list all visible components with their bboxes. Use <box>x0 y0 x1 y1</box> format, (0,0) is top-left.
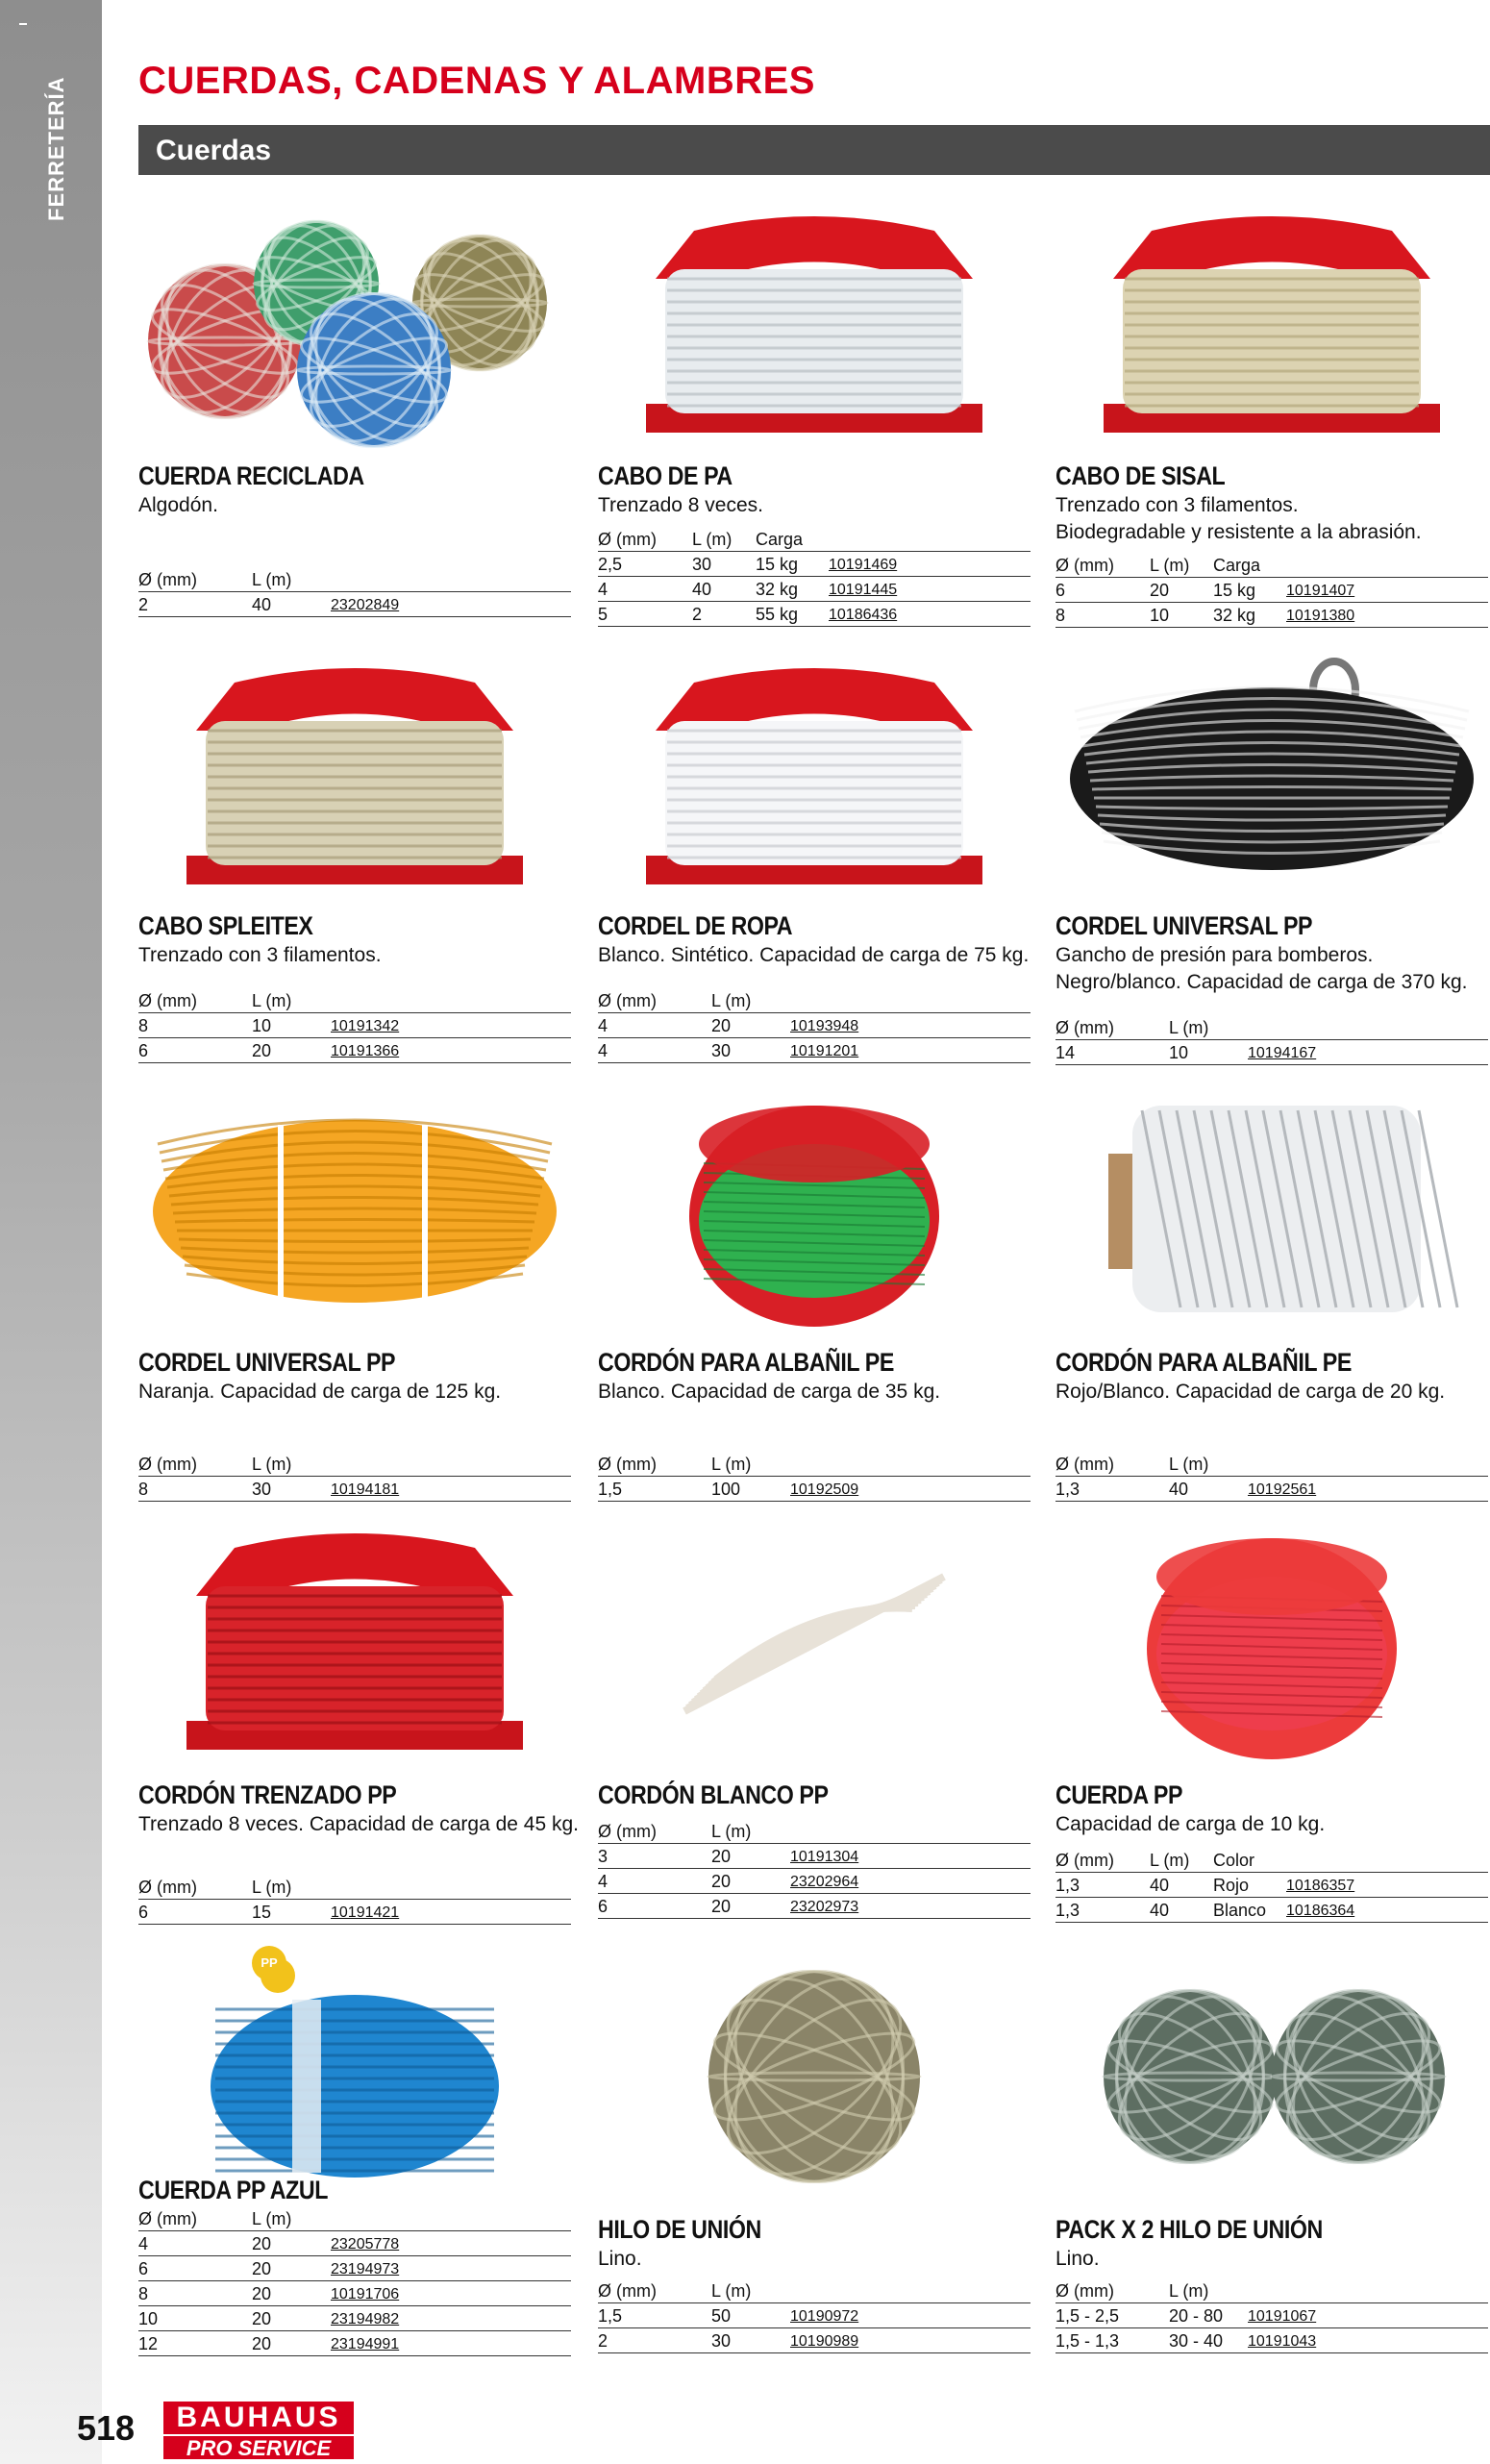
product-name: CABO DE SISAL <box>1055 461 1226 490</box>
table-row <box>138 1900 571 1925</box>
spec-table <box>138 1875 571 1925</box>
product-description: Naranja. Capacidad de carga de 125 kg. <box>138 1381 502 1403</box>
bauhaus-logo <box>163 2402 354 2461</box>
table-cell: 30 <box>711 1041 732 1060</box>
table-cell: 20 <box>711 1016 732 1035</box>
header-cell: L (m) <box>1150 556 1190 575</box>
table-row <box>138 2281 571 2306</box>
article-code: 10191067 <box>1248 2308 1317 2325</box>
table-cell: 10 <box>1150 606 1170 625</box>
table-row <box>138 592 571 617</box>
header-cell: Ø (mm) <box>138 991 197 1010</box>
product-name: CORDÓN BLANCO PP <box>598 1780 829 1809</box>
product-description: Blanco. Capacidad de carga de 35 kg. <box>598 1381 941 1403</box>
table-cell: 20 <box>252 2284 272 2303</box>
table-cell: 20 <box>711 1897 732 1916</box>
table-cell: 20 <box>711 1847 732 1866</box>
article-code: 10191304 <box>790 1849 859 1865</box>
product-description: Trenzado con 3 filamentos. <box>138 944 382 966</box>
table-cell: 10 <box>252 1016 272 1035</box>
table-cell: 15 kg <box>1213 581 1256 600</box>
section-title: Cuerdas <box>156 135 272 166</box>
product-name: CORDÓN TRENZADO PP <box>138 1780 397 1809</box>
article-code: 23194973 <box>331 2261 400 2277</box>
product-description: Capacidad de carga de 10 kg. <box>1055 1813 1326 1835</box>
spec-table <box>138 567 571 617</box>
spec-table-header <box>138 1452 571 1477</box>
table-cell: 30 <box>711 2331 732 2351</box>
table-row <box>138 1038 571 1063</box>
table-cell: 4 <box>598 1016 608 1035</box>
table-cell: 2 <box>692 605 703 624</box>
table-row <box>1055 2328 1488 2353</box>
article-code: 23194982 <box>331 2311 400 2327</box>
header-cell: Ø (mm) <box>1055 1455 1114 1474</box>
product-description: Trenzado con 3 filamentos. <box>1055 494 1299 516</box>
article-code: 10190989 <box>790 2333 859 2350</box>
product-name: PACK X 2 HILO DE UNIÓN <box>1055 2215 1323 2244</box>
table-cell: 20 <box>252 2309 272 2328</box>
product-image <box>138 1952 571 2182</box>
product-image <box>1055 1952 1488 2202</box>
article-code: 10191421 <box>331 1904 400 1921</box>
product-description: Trenzado 8 veces. Capacidad de carga de 45 kg. <box>138 1813 580 1835</box>
table-cell: 20 <box>252 2259 272 2278</box>
table-row <box>598 1013 1031 1038</box>
header-cell: L (m) <box>1169 1455 1209 1474</box>
table-cell: Rojo <box>1213 1876 1250 1895</box>
table-cell: 55 kg <box>756 605 799 624</box>
header-cell: Carga <box>1213 556 1261 575</box>
table-cell: 8 <box>138 2284 149 2303</box>
table-row <box>598 1894 1031 1919</box>
table-row <box>598 1477 1031 1502</box>
header-cell: Ø (mm) <box>1055 556 1114 575</box>
table-cell: 40 <box>1150 1876 1170 1895</box>
header-cell: L (m) <box>252 991 292 1010</box>
header-cell: L (m) <box>711 1455 752 1474</box>
header-cell: L (m) <box>252 1455 292 1474</box>
table-cell: 100 <box>711 1480 741 1499</box>
table-cell: 20 <box>1150 581 1170 600</box>
table-cell: 6 <box>138 1903 149 1922</box>
header-cell: L (m) <box>711 1822 752 1841</box>
spec-table-header <box>138 567 571 592</box>
header-cell: Ø (mm) <box>138 2209 197 2228</box>
spec-table <box>1055 1452 1488 1502</box>
table-cell: 6 <box>1055 581 1066 600</box>
table-cell: 1,3 <box>1055 1480 1080 1499</box>
spec-table-header <box>1055 1848 1488 1873</box>
spec-table-header <box>598 1819 1031 1844</box>
spec-table <box>1055 1848 1488 1923</box>
article-code: 10186436 <box>829 607 898 623</box>
table-cell: 40 <box>1169 1480 1189 1499</box>
article-code: 23202964 <box>790 1874 859 1890</box>
side-band <box>0 0 102 2464</box>
article-code: 10190972 <box>790 2308 859 2325</box>
product-image <box>138 654 571 904</box>
table-cell: 1,5 <box>598 2306 623 2326</box>
spec-table <box>1055 553 1488 628</box>
table-row <box>1055 1040 1488 1065</box>
product-name: CORDEL UNIVERSAL PP <box>138 1348 396 1377</box>
table-cell: 4 <box>598 1872 608 1891</box>
article-code: 10194167 <box>1248 1045 1317 1061</box>
article-code: 10191201 <box>790 1043 859 1059</box>
table-cell: 30 - 40 <box>1169 2331 1224 2351</box>
article-code: 23205778 <box>331 2236 400 2252</box>
header-cell: L (m) <box>692 530 733 549</box>
table-cell: 20 - 80 <box>1169 2306 1224 2326</box>
spec-table <box>598 527 1031 627</box>
table-cell: 20 <box>252 2234 272 2253</box>
spec-table-header <box>1055 1452 1488 1477</box>
product-description: Biodegradable y resistente a la abrasión. <box>1055 521 1422 543</box>
product-name: CUERDA RECICLADA <box>138 461 364 490</box>
table-cell: 10 <box>1169 1043 1189 1062</box>
pp-badge: PP <box>252 1946 286 1980</box>
table-cell: 1,5 - 1,3 <box>1055 2331 1120 2351</box>
table-cell: 4 <box>138 2234 149 2253</box>
table-cell: 2 <box>138 595 149 614</box>
header-cell: L (m) <box>1150 1851 1190 1870</box>
article-code: 10192561 <box>1248 1481 1317 1498</box>
product-description: Negro/blanco. Capacidad de carga de 370 kg. <box>1055 971 1468 993</box>
table-row <box>598 1038 1031 1063</box>
spec-table-header <box>598 2278 1031 2303</box>
table-cell: 40 <box>692 580 712 599</box>
article-code: 10191380 <box>1286 608 1355 624</box>
spec-table-header <box>138 2206 571 2231</box>
article-code: 10191342 <box>331 1018 400 1034</box>
spec-table <box>138 2206 571 2356</box>
article-code: 23202849 <box>331 597 400 613</box>
table-cell: 15 kg <box>756 555 799 574</box>
header-cell: Ø (mm) <box>598 530 657 549</box>
product-name: CUERDA PP AZUL <box>138 2176 328 2204</box>
article-code: 10191043 <box>1248 2333 1317 2350</box>
product-name: CORDEL UNIVERSAL PP <box>1055 911 1313 940</box>
table-cell: 30 <box>252 1480 272 1499</box>
header-cell: L (m) <box>1169 2281 1209 2301</box>
table-row <box>138 2306 571 2331</box>
product-description: Algodón. <box>138 494 218 516</box>
product-image <box>138 202 571 452</box>
header-cell: L (m) <box>711 991 752 1010</box>
section-label: FERRETERÍA <box>44 76 68 221</box>
product-image <box>598 1519 1031 1769</box>
table-cell: 8 <box>138 1016 149 1035</box>
table-cell: 2,5 <box>598 555 623 574</box>
article-code: 10193948 <box>790 1018 859 1034</box>
header-cell: Ø (mm) <box>1055 2281 1114 2301</box>
table-cell: 40 <box>252 595 272 614</box>
logo-top: BAUHAUS <box>163 2402 354 2434</box>
article-code: 10192509 <box>790 1481 859 1498</box>
product-description: Gancho de presión para bomberos. <box>1055 944 1374 966</box>
header-cell: Ø (mm) <box>138 570 197 589</box>
product-image <box>598 202 1031 452</box>
table-row <box>1055 1873 1488 1898</box>
header-cell: Ø (mm) <box>138 1878 197 1897</box>
table-cell: 5 <box>598 605 608 624</box>
table-row <box>598 2328 1031 2353</box>
product-description: Blanco. Sintético. Capacidad de carga de 75 kg. <box>598 944 1030 966</box>
product-name: CUERDA PP <box>1055 1780 1183 1809</box>
table-cell: 4 <box>598 580 608 599</box>
header-cell: Color <box>1213 1851 1255 1870</box>
header-cell: Ø (mm) <box>138 1455 197 1474</box>
table-cell: 3 <box>598 1847 608 1866</box>
product-name: CORDÓN PARA ALBAÑIL PE <box>598 1348 894 1377</box>
table-row <box>598 1869 1031 1894</box>
table-row <box>598 602 1031 627</box>
product-image <box>1055 202 1488 452</box>
table-cell: 20 <box>252 1041 272 1060</box>
table-cell: 50 <box>711 2306 732 2326</box>
header-cell: Ø (mm) <box>598 1822 657 1841</box>
table-row <box>598 552 1031 577</box>
product-description: Trenzado 8 veces. <box>598 494 763 516</box>
table-cell: 6 <box>138 2259 149 2278</box>
table-cell: 14 <box>1055 1043 1076 1062</box>
product-description: Rojo/Blanco. Capacidad de carga de 20 kg. <box>1055 1381 1446 1403</box>
product-image <box>598 654 1031 904</box>
side-mark <box>19 23 27 25</box>
table-row <box>1055 1477 1488 1502</box>
header-cell: Ø (mm) <box>1055 1851 1114 1870</box>
product-image <box>138 1519 571 1769</box>
table-row <box>598 2303 1031 2328</box>
table-cell: 2 <box>598 2331 608 2351</box>
table-row <box>138 2231 571 2256</box>
product-image <box>1055 654 1488 904</box>
spec-table-header <box>1055 1015 1488 1040</box>
header-cell: L (m) <box>711 2281 752 2301</box>
article-code: 10191366 <box>331 1043 400 1059</box>
table-row <box>138 1477 571 1502</box>
header-cell: Ø (mm) <box>598 1455 657 1474</box>
product-description: Lino. <box>1055 2248 1100 2270</box>
spec-table <box>1055 2278 1488 2353</box>
spec-table <box>1055 1015 1488 1065</box>
article-code: 10186357 <box>1286 1878 1355 1894</box>
article-code: 10186364 <box>1286 1903 1355 1919</box>
article-code: 10191407 <box>1286 583 1355 599</box>
article-code: 23194991 <box>331 2336 400 2352</box>
table-cell: 1,3 <box>1055 1901 1080 1920</box>
table-row <box>1055 1898 1488 1923</box>
table-cell: 15 <box>252 1903 272 1922</box>
table-row <box>1055 578 1488 603</box>
table-cell: 20 <box>711 1872 732 1891</box>
table-cell: 10 <box>138 2309 159 2328</box>
product-image <box>1055 1086 1488 1336</box>
table-row <box>1055 2303 1488 2328</box>
section-bar <box>138 125 1490 175</box>
spec-table-header <box>598 988 1031 1013</box>
article-code: 10191706 <box>331 2286 400 2302</box>
table-cell: 1,5 <box>598 1480 623 1499</box>
spec-table <box>598 1819 1031 1919</box>
header-cell: L (m) <box>252 2209 292 2228</box>
header-cell: Ø (mm) <box>598 2281 657 2301</box>
table-cell: 12 <box>138 2334 159 2353</box>
page-number: 518 <box>77 2408 136 2448</box>
header-cell: Carga <box>756 530 804 549</box>
table-cell: 1,5 - 2,5 <box>1055 2306 1120 2326</box>
table-row <box>138 2256 571 2281</box>
table-cell: 1,3 <box>1055 1876 1080 1895</box>
header-cell: Ø (mm) <box>598 991 657 1010</box>
table-row <box>1055 603 1488 628</box>
product-image <box>598 1952 1031 2202</box>
table-row <box>598 577 1031 602</box>
page-title: CUERDAS, CADENAS Y ALAMBRES <box>138 60 815 102</box>
spec-table-header <box>1055 553 1488 578</box>
spec-table-header <box>598 527 1031 552</box>
header-cell: L (m) <box>252 1878 292 1897</box>
table-row <box>138 1013 571 1038</box>
table-cell: Blanco <box>1213 1901 1267 1920</box>
spec-table <box>138 1452 571 1502</box>
table-cell: 4 <box>598 1041 608 1060</box>
spec-table <box>598 1452 1031 1502</box>
article-code: 10191469 <box>829 557 898 573</box>
spec-table-header <box>598 1452 1031 1477</box>
table-cell: 32 kg <box>756 580 799 599</box>
product-name: CABO DE PA <box>598 461 733 490</box>
table-cell: 8 <box>138 1480 149 1499</box>
table-row <box>138 2331 571 2356</box>
spec-table-header <box>138 988 571 1013</box>
header-cell: Ø (mm) <box>1055 1018 1114 1037</box>
table-cell: 30 <box>692 555 712 574</box>
table-cell: 6 <box>598 1897 608 1916</box>
table-cell: 20 <box>252 2334 272 2353</box>
header-cell: L (m) <box>1169 1018 1209 1037</box>
product-name: CORDEL DE ROPA <box>598 911 793 940</box>
table-row <box>598 1844 1031 1869</box>
table-cell: 6 <box>138 1041 149 1060</box>
header-cell: L (m) <box>252 570 292 589</box>
table-cell: 40 <box>1150 1901 1170 1920</box>
spec-table-header <box>1055 2278 1488 2303</box>
product-image <box>1055 1519 1488 1769</box>
logo-bottom: PRO SERVICE <box>163 2434 354 2459</box>
product-description: Lino. <box>598 2248 642 2270</box>
article-code: 10191445 <box>829 582 898 598</box>
spec-table <box>598 2278 1031 2353</box>
article-code: 10194181 <box>331 1481 400 1498</box>
product-name: HILO DE UNIÓN <box>598 2215 761 2244</box>
product-name: CABO SPLEITEX <box>138 911 313 940</box>
spec-table-header <box>138 1875 571 1900</box>
table-cell: 8 <box>1055 606 1066 625</box>
product-name: CORDÓN PARA ALBAÑIL PE <box>1055 1348 1352 1377</box>
spec-table <box>138 988 571 1063</box>
table-cell: 32 kg <box>1213 606 1256 625</box>
spec-table <box>598 988 1031 1063</box>
product-image <box>138 1086 571 1336</box>
product-image <box>598 1086 1031 1336</box>
article-code: 23202973 <box>790 1899 859 1915</box>
